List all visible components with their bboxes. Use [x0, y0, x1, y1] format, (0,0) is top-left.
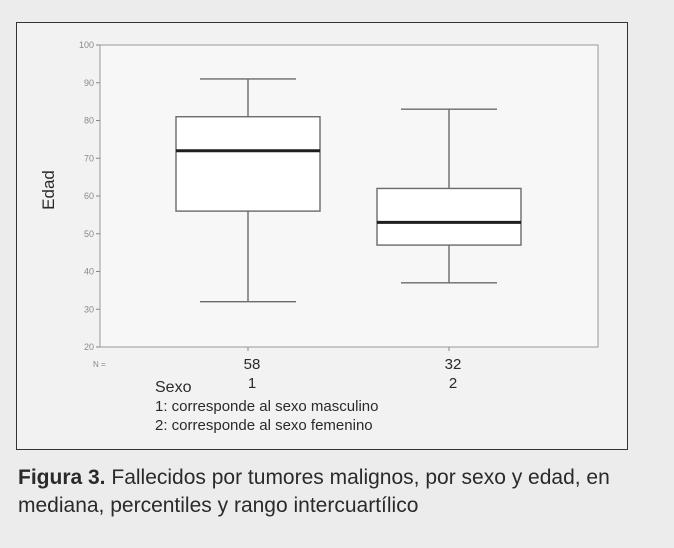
iqr-box	[377, 188, 521, 245]
plot-border	[100, 45, 598, 347]
legend-item-2: 2: corresponde al sexo femenino	[155, 417, 373, 434]
legend	[155, 378, 378, 435]
legend-item-1: 1: corresponde al sexo masculino	[155, 398, 379, 415]
legend-title: Sexo	[155, 379, 192, 396]
y-tick-label: 100	[78, 40, 94, 50]
iqr-box	[176, 117, 320, 211]
y-axis-label: Edad	[39, 170, 58, 210]
y-tick-label: 70	[83, 153, 94, 164]
category-label: 2	[448, 375, 458, 392]
y-tick-label: 80	[83, 115, 94, 126]
figure-caption	[18, 464, 658, 520]
caption-label: Figura 3.	[18, 466, 106, 489]
n-label: N =	[93, 360, 106, 369]
plot-area	[100, 45, 598, 347]
y-tick-label: 60	[83, 191, 94, 201]
y-tick-label: 50	[83, 228, 94, 239]
y-axis-ticks	[79, 40, 100, 352]
y-tick-label: 40	[83, 266, 94, 277]
y-tick-label: 90	[83, 77, 94, 88]
n-count-label: 58	[243, 356, 261, 373]
category-label: 1	[247, 375, 257, 392]
n-count-label: 32	[444, 356, 462, 373]
y-tick-label: 20	[83, 342, 94, 352]
y-tick-label: 30	[83, 304, 94, 315]
caption-text: Fallecidos por tumores malignos, por sexo y edad, en mediana, percentiles y rango intercuartílico	[18, 466, 610, 517]
